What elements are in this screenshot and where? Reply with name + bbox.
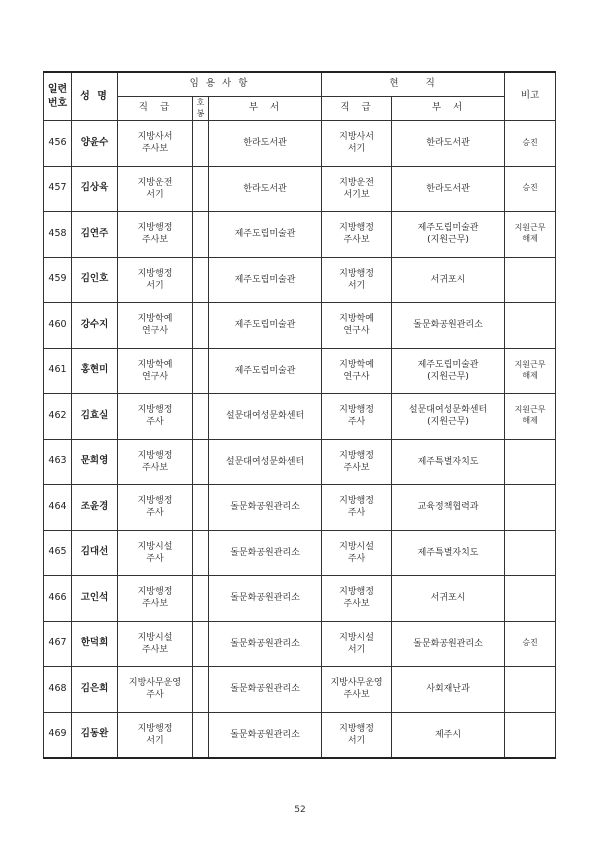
note-cell: 승진 [505,121,556,167]
current-grade-cell: 지방사무운영 주사보 [322,667,392,713]
hobong-cell [193,348,209,394]
dept-cell: 설문대여성문화센터 [209,394,322,440]
current-dept-cell: 교육정책협력과 [392,485,505,531]
name-cell: 문희영 [72,439,118,485]
current-dept-cell: 사회재난과 [392,667,505,713]
serial-cell: 461 [44,348,72,394]
name-cell: 고인석 [72,576,118,622]
current-grade-cell: 지방행정 주사보 [322,439,392,485]
hobong-cell [193,439,209,485]
hobong-cell [193,667,209,713]
dept-cell: 돌문화공원관리소 [209,530,322,576]
serial-cell: 456 [44,121,72,167]
hobong-cell [193,212,209,258]
note-cell [505,712,556,758]
dept-cell: 돌문화공원관리소 [209,712,322,758]
dept-cell: 돌문화공원관리소 [209,485,322,531]
serial-cell: 460 [44,303,72,349]
current-dept-cell: 한라도서관 [392,166,505,212]
hobong-cell [193,712,209,758]
current-grade-cell: 지방시설 서기 [322,621,392,667]
header-appointment: 임 용 사 항 [118,72,322,97]
note-cell: 지원근무 해제 [505,394,556,440]
grade-cell: 지방시설 주사 [118,530,193,576]
serial-cell: 458 [44,212,72,258]
name-cell: 김대선 [72,530,118,576]
name-cell: 김은희 [72,667,118,713]
grade-cell: 지방학예 연구사 [118,303,193,349]
hobong-cell [193,166,209,212]
hobong-cell [193,121,209,167]
serial-cell: 459 [44,257,72,303]
dept-cell: 돌문화공원관리소 [209,621,322,667]
table-row [44,212,556,258]
serial-cell: 468 [44,667,72,713]
header-dept: 부 서 [209,97,322,121]
serial-cell: 467 [44,621,72,667]
table-row [44,303,556,349]
header-current-dept: 부 서 [392,97,505,121]
header-name: 성 명 [72,72,118,121]
current-dept-cell: 서귀포시 [392,576,505,622]
page-number: 52 [294,805,306,815]
grade-cell: 지방운전 서기 [118,166,193,212]
current-grade-cell: 지방행정 주사보 [322,576,392,622]
name-cell: 김동완 [72,712,118,758]
header-note: 비고 [505,72,556,121]
serial-cell: 463 [44,439,72,485]
note-cell: 승진 [505,621,556,667]
hobong-cell [193,621,209,667]
current-dept-cell: 제주도립미술관 (지원근무) [392,212,505,258]
note-cell [505,667,556,713]
serial-cell: 462 [44,394,72,440]
hobong-cell [193,303,209,349]
current-dept-cell: 설문대여성문화센터 (지원근무) [392,394,505,440]
header-grade: 직 급 [118,97,193,121]
grade-cell: 지방학예 연구사 [118,348,193,394]
name-cell: 김효실 [72,394,118,440]
note-cell [505,530,556,576]
dept-cell: 한라도서관 [209,166,322,212]
table-row [44,121,556,167]
dept-cell: 제주도립미술관 [209,348,322,394]
current-dept-cell: 제주시 [392,712,505,758]
table-row [44,394,556,440]
serial-cell: 466 [44,576,72,622]
note-cell [505,439,556,485]
note-cell: 지원근무 해제 [505,212,556,258]
table-row [44,712,556,758]
note-cell: 지원근무 해제 [505,348,556,394]
current-dept-cell: 제주특별자치도 [392,439,505,485]
grade-cell: 지방시설 주사보 [118,621,193,667]
note-cell: 승진 [505,166,556,212]
header-serial: 일련 번호 [44,72,72,121]
name-cell: 강수지 [72,303,118,349]
table-row [44,621,556,667]
hobong-cell [193,530,209,576]
dept-cell: 제주도립미술관 [209,212,322,258]
current-dept-cell: 제주특별자치도 [392,530,505,576]
table-row [44,576,556,622]
grade-cell: 지방행정 주사보 [118,576,193,622]
serial-cell: 469 [44,712,72,758]
hobong-cell [193,394,209,440]
hobong-cell [193,485,209,531]
name-cell: 김연주 [72,212,118,258]
current-grade-cell: 지방시설 주사 [322,530,392,576]
name-cell: 조윤경 [72,485,118,531]
serial-cell: 457 [44,166,72,212]
table-row [44,530,556,576]
dept-cell: 설문대여성문화센터 [209,439,322,485]
current-grade-cell: 지방행정 주사보 [322,212,392,258]
note-cell [505,257,556,303]
grade-cell: 지방사서 주사보 [118,121,193,167]
name-cell: 양윤수 [72,121,118,167]
grade-cell: 지방행정 서기 [118,712,193,758]
hobong-cell [193,257,209,303]
dept-cell: 제주도립미술관 [209,257,322,303]
name-cell: 한덕희 [72,621,118,667]
dept-cell: 돌문화공원관리소 [209,667,322,713]
dept-cell: 제주도립미술관 [209,303,322,349]
serial-cell: 464 [44,485,72,531]
header-current: 현 직 [322,72,505,97]
personnel-table [43,71,556,759]
table-row [44,485,556,531]
table-row [44,439,556,485]
grade-cell: 지방행정 주사보 [118,212,193,258]
current-dept-cell: 제주도립미술관 (지원근무) [392,348,505,394]
table-header [44,72,556,121]
grade-cell: 지방행정 서기 [118,257,193,303]
current-grade-cell: 지방학예 연구사 [322,303,392,349]
grade-cell: 지방행정 주사 [118,394,193,440]
table-row [44,348,556,394]
hobong-cell [193,576,209,622]
current-dept-cell: 돌문화공원관리소 [392,621,505,667]
name-cell: 김인호 [72,257,118,303]
current-grade-cell: 지방운전 서기보 [322,166,392,212]
dept-cell: 한라도서관 [209,121,322,167]
grade-cell: 지방행정 주사보 [118,439,193,485]
dept-cell: 돌문화공원관리소 [209,576,322,622]
serial-cell: 465 [44,530,72,576]
current-grade-cell: 지방학예 연구사 [322,348,392,394]
name-cell: 김상육 [72,166,118,212]
table-row [44,257,556,303]
table-body [44,121,556,759]
table-row [44,166,556,212]
note-cell [505,303,556,349]
table-row [44,667,556,713]
current-dept-cell: 서귀포시 [392,257,505,303]
name-cell: 홍현미 [72,348,118,394]
header-current-grade: 직 급 [322,97,392,121]
grade-cell: 지방사무운영 주사 [118,667,193,713]
note-cell [505,485,556,531]
current-dept-cell: 돌문화공원관리소 [392,303,505,349]
note-cell [505,576,556,622]
current-grade-cell: 지방행정 서기 [322,712,392,758]
current-grade-cell: 지방행정 서기 [322,257,392,303]
current-grade-cell: 지방행정 주사 [322,485,392,531]
header-hobong: 호봉 [193,97,209,121]
current-grade-cell: 지방행정 주사 [322,394,392,440]
current-dept-cell: 한라도서관 [392,121,505,167]
current-grade-cell: 지방사서 서기 [322,121,392,167]
grade-cell: 지방행정 주사 [118,485,193,531]
